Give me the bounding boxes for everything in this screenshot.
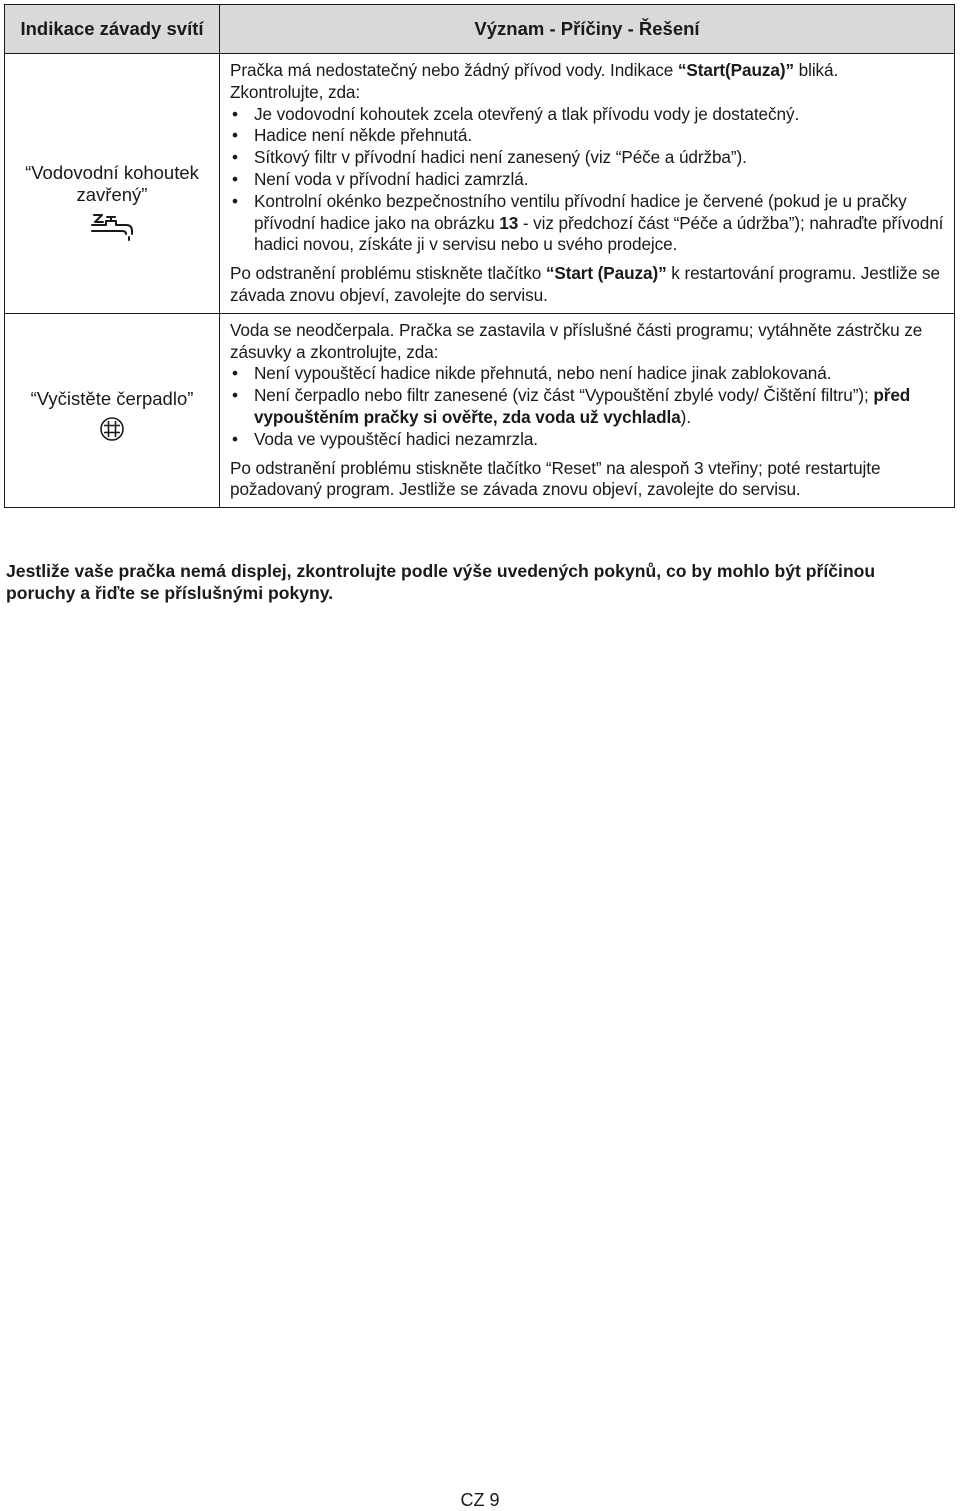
restart-instruction: Po odstranění problému stiskněte tlačítko “Start (Pauza)” k restartování programu. Jestliže se závada znovu objeví, zavolejte do servisu.: [230, 263, 940, 305]
check-list: [230, 104, 946, 257]
indicator-cell: [5, 54, 220, 314]
list-item: • Voda ve vypouštěcí hadici nezamrzla.: [230, 429, 946, 451]
restart-instruction: Po odstranění problému stiskněte tlačítko “Reset” na alespoň 3 vteřiny; poté restartujte požadovaný program. Jestliže se závada znovu objeví, zavolejte do servisu.: [230, 457, 881, 500]
table-row: [5, 313, 955, 507]
no-display-note: Jestliže vaše pračka nemá displej, zkontrolujte podle výše uvedených pokynů, co by mohlo být příčinou poruchy a řiďte se příslušnými pokyny.: [6, 561, 876, 603]
header-indicator: Indikace závady svítí: [5, 5, 220, 54]
list-item: • Sítkový filtr v přívodní hadici není zanesený (viz “Péče a údržba”).: [230, 147, 946, 169]
list-item: • Není čerpadlo nebo filtr zanesené (viz část “Vypouštění zbylé vody/ Čištění filtru”); před vypouštěním pračky si ověřte, zda voda už vychladla).: [230, 385, 946, 429]
indicator-label: “Vodovodní kohoutek: [25, 162, 199, 183]
list-item: • Kontrolní okénko bezpečnostního ventilu přívodní hadice je červené (pokud je u pračky přívodní hadice jako na obrázku 13 - viz předchozí část “Péče a údržba”); nahraďte přívodní hadici novou, získáte ji v servisu nebo u svého prodejce.: [230, 191, 946, 256]
check-prompt: Zkontrolujte, zda:: [230, 81, 361, 102]
indicator-cell: [5, 313, 220, 507]
indicator-label: “Vyčistěte čerpadlo”: [30, 387, 194, 409]
page-number: CZ 9: [460, 1490, 500, 1510]
list-item: • Není vypouštěcí hadice nikde přehnutá, nebo není hadice jinak zablokovaná.: [230, 363, 946, 385]
solution-cell: [220, 54, 955, 314]
indicator-label: zavřený”: [76, 184, 148, 205]
problem-description: Pračka má nedostatečný nebo žádný přívod vody. Indikace “Start(Pauza)” bliká.: [230, 60, 839, 80]
list-item: • Není voda v přívodní hadici zamrzlá.: [230, 169, 946, 191]
water-tap-icon: [90, 212, 134, 247]
check-list: [230, 363, 946, 450]
table-row: [5, 54, 955, 314]
list-item: • Je vodovodní kohoutek zcela otevřený a tlak přívodu vody je dostatečný.: [230, 104, 946, 126]
solution-cell: [220, 313, 955, 507]
header-meaning: Význam - Příčiny - Řešení: [220, 5, 955, 54]
table-header-row: [5, 5, 955, 54]
list-item: • Hadice není někde přehnutá.: [230, 125, 946, 147]
troubleshooting-table: [4, 4, 955, 508]
pump-filter-icon: [99, 416, 125, 447]
problem-description: Voda se neodčerpala. Pračka se zastavila v příslušné části programu; vytáhněte zástrčku ze zásuvky a zkontrolujte, zda:: [230, 319, 923, 362]
